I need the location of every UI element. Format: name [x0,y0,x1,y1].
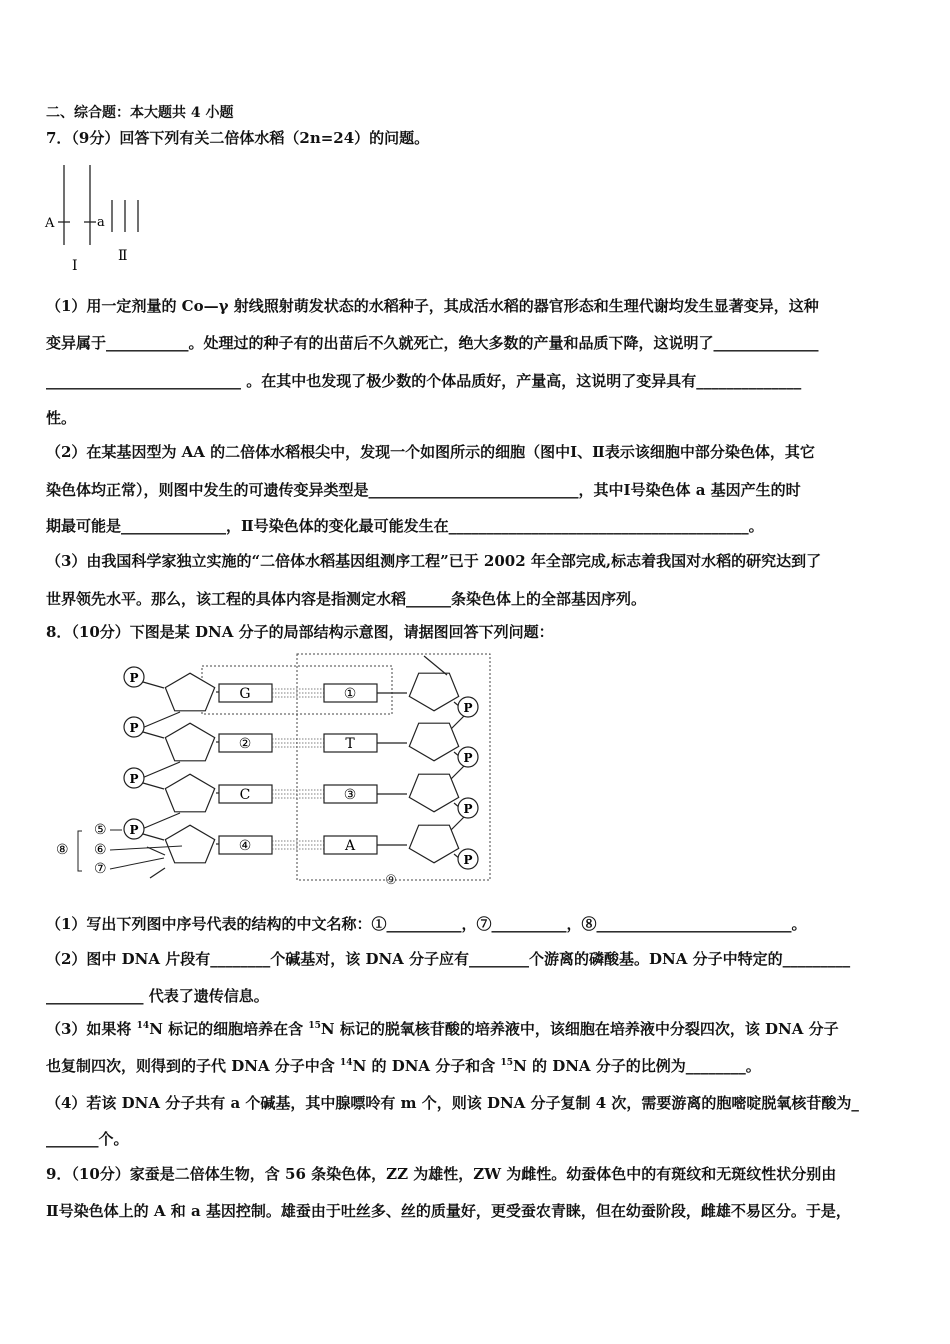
q7-heading: 7．（9分）回答下列有关二倍体水稻（2n=24）的问题。 [46,129,430,147]
section-title: 二、综合题：本大题共 4 小题 [46,105,234,121]
q7-part1-line3: __________________________ 。在其中也发现了极少数的个体品质好，产量高，这说明了变异具有______________ [46,372,802,390]
base-left-label: C [239,787,251,803]
deoxyribose-right [409,723,458,761]
q9-line2: Ⅱ号染色体上的 A 和 a 基因控制。雄蚕由于吐丝多、丝的质量好，更受蚕农青睐，但在幼蚕阶段，雌雄不易区分。于是， [46,1202,851,1220]
q7-part2-line1: （2）在某基因型为 AA 的二倍体水稻根尖中，发现一个如图所示的细胞（图中Ⅰ、Ⅱ表示该细胞中部分染色体，其它 [46,443,815,461]
dna-structure-figure [52,650,502,890]
q8-part4-line2: _______个。 [46,1130,129,1148]
q7-part3-line2: 世界领先水平。那么，该工程的具体内容是指测定水稻______条染色体上的全部基因序列。 [46,590,647,608]
label-a: a [97,215,105,230]
phosphate-label: P [463,751,473,765]
label-I: Ⅰ [72,258,78,274]
deoxyribose-left [165,774,214,812]
q8-part1: （1）写出下列图中序号代表的结构的中文名称：①__________，⑦__________，⑧__________________________。 [46,915,807,933]
label-A: A [45,216,55,231]
q8-part2-line2: _____________ 代表了遗传信息。 [46,987,269,1005]
label-5: ⑤ [94,822,107,838]
deoxyribose-left [165,723,214,761]
label-9: ⑨ [385,873,397,888]
base-right-label: T [345,736,355,752]
base-left-label: ② [238,736,252,752]
q7-part2-line2: 染色体均正常），则图中发生的可遗传变异类型是____________________________，其中Ⅰ号染色体 a 基因产生的时 [46,481,801,499]
q7-part1-line4: 性。 [46,409,77,427]
phosphate-label: P [463,701,473,715]
phosphate-label: P [129,823,139,837]
phosphate-label: P [129,671,139,685]
q8-part4-line1: （4）若该 DNA 分子共有 a 个碱基，其中腺嘌呤有 m 个，则该 DNA 分子复制 4 次，需要游离的胞嘧啶脱氧核苷酸为_ [46,1094,859,1112]
base-right-label: A [344,838,356,854]
label-II: Ⅱ [118,248,128,264]
q7-part2-line3: 期最可能是______________，Ⅱ号染色体的变化最可能发生在________________________________________。 [46,517,764,535]
deoxyribose-right [409,825,458,863]
base-right-label: ③ [343,787,357,803]
q8-heading: 8．（10分）下图是某 DNA 分子的局部结构示意图，请据图回答下列问题： [46,623,554,641]
deoxyribose-left [165,673,214,711]
phosphate-label: P [463,853,473,867]
phosphate-label: P [463,802,473,816]
q7-part1-line2: 变异属于___________。处理过的种子有的出苗后不久就死亡，绝大多数的产量和品质下降，这说明了______________ [46,334,819,352]
deoxyribose-left [165,825,214,863]
q7-part3-line1: （3）由我国科学家独立实施的“二倍体水稻基因组测序工程”已于 2002 年全部完成,标志着我国对水稻的研究达到了 [46,552,822,570]
deoxyribose-right [409,673,458,711]
label-7: ⑦ [94,861,107,877]
phosphate-label: P [129,772,139,786]
base-left-label: ④ [238,838,252,854]
label-6: ⑥ [94,842,107,858]
bracket-8 [78,831,82,871]
deoxyribose-right [409,774,458,812]
q7-part1-line1: （1）用一定剂量的 Co—γ 射线照射萌发状态的水稻种子，其成活水稻的器官形态和生理代谢均发生显著变异，这种 [46,297,819,315]
phosphate-label: P [129,721,139,735]
q8-part3-line1: （3）如果将 $^{14}$N 标记的细胞培养在含 $^{15}$N 标记的脱氧核苷酸的培养液中，该细胞在培养液中分裂四次，该 DNA 分子 [46,1020,839,1038]
label-8: ⑧ [56,842,69,858]
chromosome-figure [40,160,160,275]
base-left-label: G [239,686,251,702]
q8-part2-line1: （2）图中 DNA 片段有________个碱基对，该 DNA 分子应有________个游离的磷酸基。DNA 分子中特定的_________ [46,950,851,968]
q8-part3-line2: 也复制四次，则得到的子代 DNA 分子中含 $^{14}$N 的 DNA 分子和含 $^{15}$N 的 DNA 分子的比例为________。 [46,1057,761,1075]
q9-line1: 9．（10分）家蚕是二倍体生物，含 56 条染色体，ZZ 为雄性，ZW 为雌性。幼蚕体色中的有斑纹和无斑纹性状分别由 [46,1165,837,1183]
base-right-label: ① [343,686,357,702]
